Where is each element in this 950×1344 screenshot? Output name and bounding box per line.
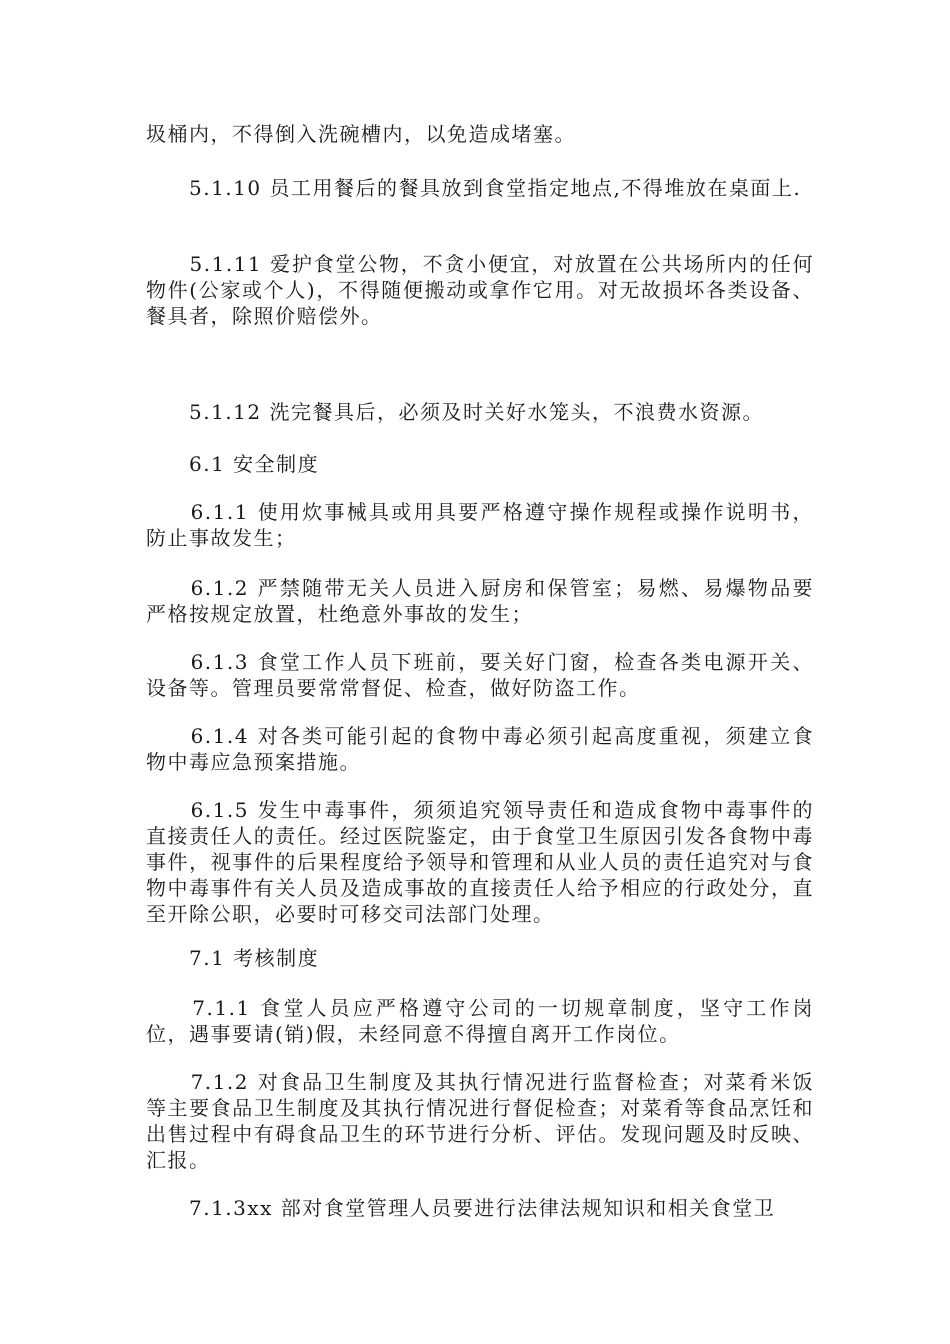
paragraph-5-1-9-continued: 圾桶内，不得倒入洗碗槽内，以免造成堵塞。: [146, 122, 576, 146]
section-heading-7-1: 7.1 考核制度: [146, 946, 320, 970]
paragraph-6-1-2: 6.1.2 严禁随带无关人员进入厨房和保管室；易燃、易爆物品要严格按规定放置，杜绝意外事故的发生；: [146, 576, 814, 626]
paragraph-6-1-3: 6.1.3 食堂工作人员下班前，要关好门窗，检查各类电源开关、设备等。管理员要常常督促、检查，做好防盗工作。: [146, 650, 814, 700]
paragraph-7-1-1: 7.1.1 食堂人员应严格遵守公司的一切规章制度，坚守工作岗位，遇事要请(销)假，未经同意不得擅自离开工作岗位。: [146, 996, 814, 1046]
paragraph-7-1-2: 7.1.2 对食品卫生制度及其执行情况进行监督检查；对菜肴米饭等主要食品卫生制度及其执行情况进行督促检查；对菜肴等食品烹饪和出售过程中有碍食品卫生的环节进行分析、评估。发现问题及时反映、汇报。: [146, 1070, 814, 1172]
paragraph-7-1-3: 7.1.3xx 部对食堂管理人员要进行法律法规知识和相关食堂卫: [146, 1196, 776, 1220]
section-heading-6-1: 6.1 安全制度: [146, 452, 320, 476]
paragraph-5-1-10: 5.1.10 员工用餐后的餐具放到食堂指定地点,不得堆放在桌面上.: [146, 176, 802, 200]
paragraph-5-1-11: 5.1.11 爱护食堂公物，不贪小便宜，对放置在公共场所内的任何物件(公家或个人)，不得随便搬动或拿作它用。对无故损坏各类设备、餐具者，除照价赔偿外。: [146, 252, 814, 328]
paragraph-6-1-4: 6.1.4 对各类可能引起的食物中毒必须引起高度重视，须建立食物中毒应急预案措施。: [146, 724, 814, 774]
paragraph-6-1-5: 6.1.5 发生中毒事件，须须追究领导责任和造成食物中毒事件的直接责任人的责任。经过医院鉴定，由于食堂卫生原因引发各食物中毒事件，视事件的后果程度给予领导和管理和从业人员的责任追究对与食物中毒事件有关人员及造成事故的直接责任人给予相应的行政处分，直至开除公职，必要时可移交司法部门处理。: [146, 798, 814, 926]
paragraph-6-1-1: 6.1.1 使用炊事械具或用具要严格遵守操作规程或操作说明书，防止事故发生；: [146, 500, 814, 550]
paragraph-5-1-12: 5.1.12 洗完餐具后，必须及时关好水笼头，不浪费水资源。: [146, 400, 764, 424]
